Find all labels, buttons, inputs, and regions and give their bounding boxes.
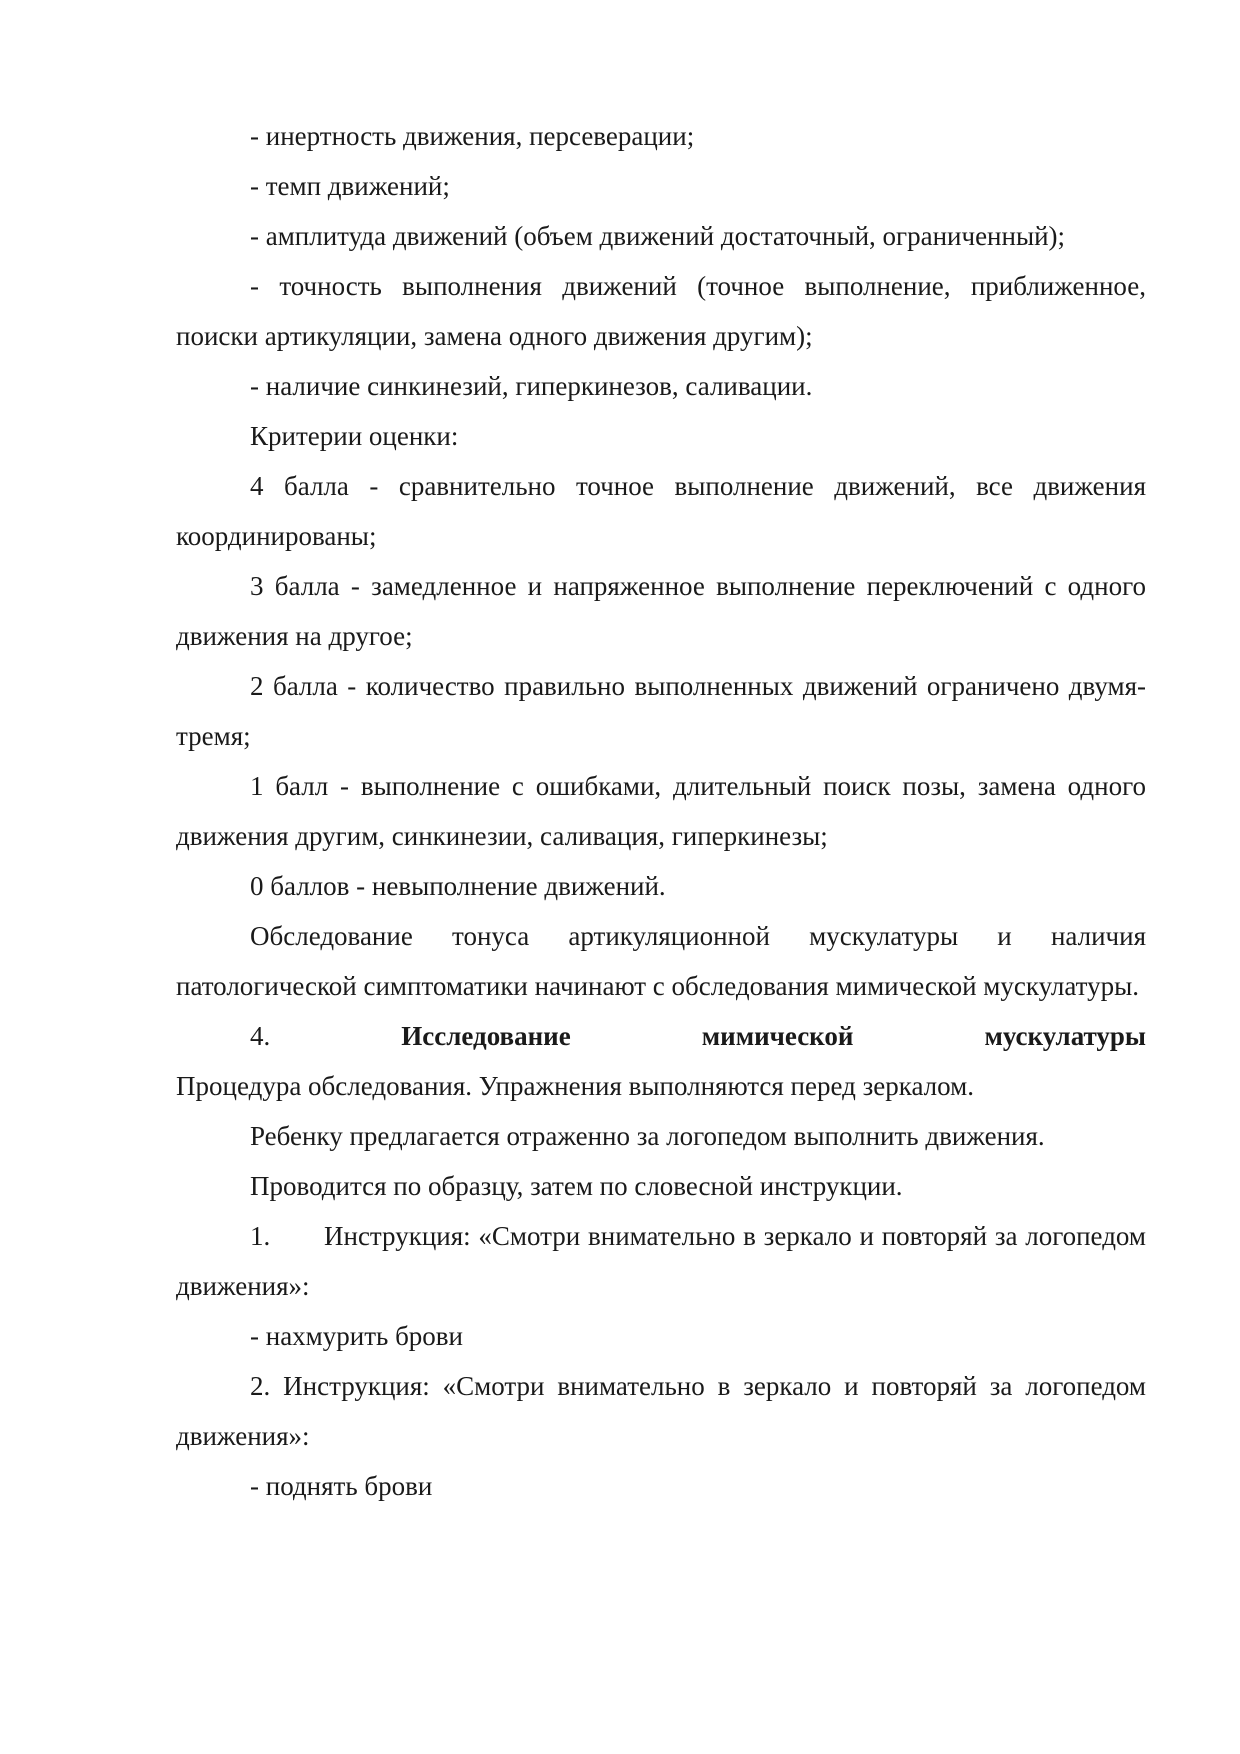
instruction-1-action: - нахмурить брови (250, 1321, 464, 1351)
instruction-2-number: 2. (250, 1371, 271, 1401)
paragraph-examination-intro: Обследование тонуса артикуляционной мускулатуры и наличия патологической симптоматики начинают с обследования мимической мускулатуры. (176, 921, 1146, 1001)
paragraph-child-mirror: Ребенку предлагается отраженно за логопедом выполнить движения. (250, 1121, 1045, 1151)
paragraph-tempo: - темп движений; (250, 171, 450, 201)
paragraph-score-2: 2 балла - количество правильно выполненных движений ограничено двумя-тремя; (176, 671, 1146, 751)
paragraph-synkinesis: - наличие синкинезий, гиперкинезов, саливации. (250, 371, 813, 401)
section-heading (176, 1011, 1146, 1061)
paragraph-sample: Проводится по образцу, затем по словесной инструкции. (250, 1171, 903, 1201)
instruction-1-text: Инструкция: «Смотри внимательно в зеркало и повторяй за логопедом движения»: (176, 1221, 1146, 1301)
paragraph-accuracy: - точность выполнения движений (точное выполнение, приближенное, поиски артикуляции, замена одного движения другим); (176, 271, 1146, 351)
instruction-2 (176, 1361, 1146, 1461)
section-heading-word-2: мимической (701, 1021, 854, 1051)
paragraph-inertness: - инертность движения, персеверации; (250, 121, 695, 151)
paragraph-score-1: 1 балл - выполнение с ошибками, длительный поиск позы, замена одного движения другим, синкинезии, саливация, гиперкинезы; (176, 771, 1146, 851)
instruction-2-text: Инструкция: «Смотри внимательно в зеркало и повторяй за логопедом движения»: (176, 1371, 1147, 1451)
section-heading-word-1: Исследование (401, 1021, 571, 1051)
paragraph-procedure: Процедура обследования. Упражнения выполняются перед зеркалом. (176, 1071, 974, 1101)
document-body (176, 111, 1146, 1511)
instruction-2-action: - поднять брови (250, 1471, 433, 1501)
paragraph-criteria-title: Критерии оценки: (250, 421, 459, 451)
instruction-1-number: 1. (250, 1221, 271, 1251)
paragraph-amplitude: - амплитуда движений (объем движений достаточный, ограниченный); (250, 221, 1066, 251)
section-heading-word-3: мускулатуры (984, 1021, 1146, 1051)
paragraph-score-4: 4 балла - сравнительно точное выполнение движений, все движения координированы; (176, 471, 1146, 551)
instruction-1 (176, 1211, 1146, 1311)
section-heading-number: 4. (250, 1021, 271, 1051)
paragraph-score-3: 3 балла - замедленное и напряженное выполнение переключений с одного движения на другое; (176, 571, 1146, 651)
paragraph-score-0: 0 баллов - невыполнение движений. (250, 871, 666, 901)
